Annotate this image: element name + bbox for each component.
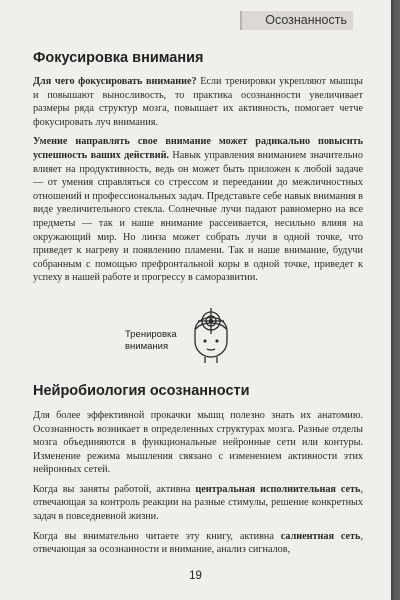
attention-training-figure — [33, 301, 363, 369]
page-content — [33, 44, 363, 563]
paragraph-text: Навык управления вниманием значительно влияет на продуктивность, ведь он может быть приложен к любой задаче — от умения справляться со стрессом и переедании до межличностных отношений и профессиональных задач. Представьте себе навык внимания в виде увеличительного стекла. Солнечные лучи падают равномерно на все предметы — так и наше внимание рассеивается, несильно влияя на окружающий мир. Но линза может собрать лучи в одной точке, что приведет к нагреву и появлению пламени. Так и наше внимание, будучи собранным с помощью префронтальной коры в одной точке, приведет к успеху в нашей работе и прогрессу в саморазвитии. — [33, 149, 363, 284]
paragraph-attention-skill — [33, 135, 363, 285]
paragraph-anatomy: Для более эффективной прокачки мышц полезно знать их анатомию. Осознанность возникает в определенных структурах мозга. Разные отделы мозга объединяются в функциональные нейронные сети или контуры. Изменение режима мышления связано с изменением активности этих нейронных сетей. — [33, 409, 363, 476]
paragraph-text: , отвечающая за осознанности и внимание, анализ сигналов, — [33, 530, 363, 556]
paragraph-text: Когда вы внимательно читаете эту книгу, активна — [33, 530, 281, 542]
head-with-target-icon — [181, 301, 241, 369]
paragraph-salience-network — [33, 530, 363, 557]
bold-term: центральная исполнительная сеть — [195, 483, 361, 495]
bold-term: салиентная сеть — [280, 530, 361, 542]
page-number: 19 — [189, 570, 202, 582]
paragraph-executive-network — [33, 483, 363, 524]
figure-caption-line: Тренировка — [125, 328, 177, 340]
paragraph-why-focus — [33, 75, 363, 129]
bold-lead: Для чего фокусировать внимание? — [33, 76, 197, 87]
paragraph-text: , отвечающая за контроль реакции на разные стимулы, решение конкретных задач в повседневной жизни. — [33, 483, 363, 523]
figure-caption-line: внимания — [125, 340, 169, 352]
paragraph-text: Если тренировки укрепляют мышцы и повышают выносливость, то практика осознанности увеличивает размеры ряда структур мозга, повышает их активность, помогает четче фокусировать луч внимания. — [33, 76, 363, 128]
running-header: Осознанность — [240, 11, 353, 30]
section-title-focus: Фокусировка внимания — [33, 50, 204, 66]
bold-lead: Умение направлять свое внимание может радикально повысить успешность ваших действий. — [33, 136, 363, 161]
section-title-neurobiology: Нейробиология осознанности — [33, 382, 250, 399]
paragraph-text: Когда вы заняты работой, активна — [33, 483, 196, 495]
